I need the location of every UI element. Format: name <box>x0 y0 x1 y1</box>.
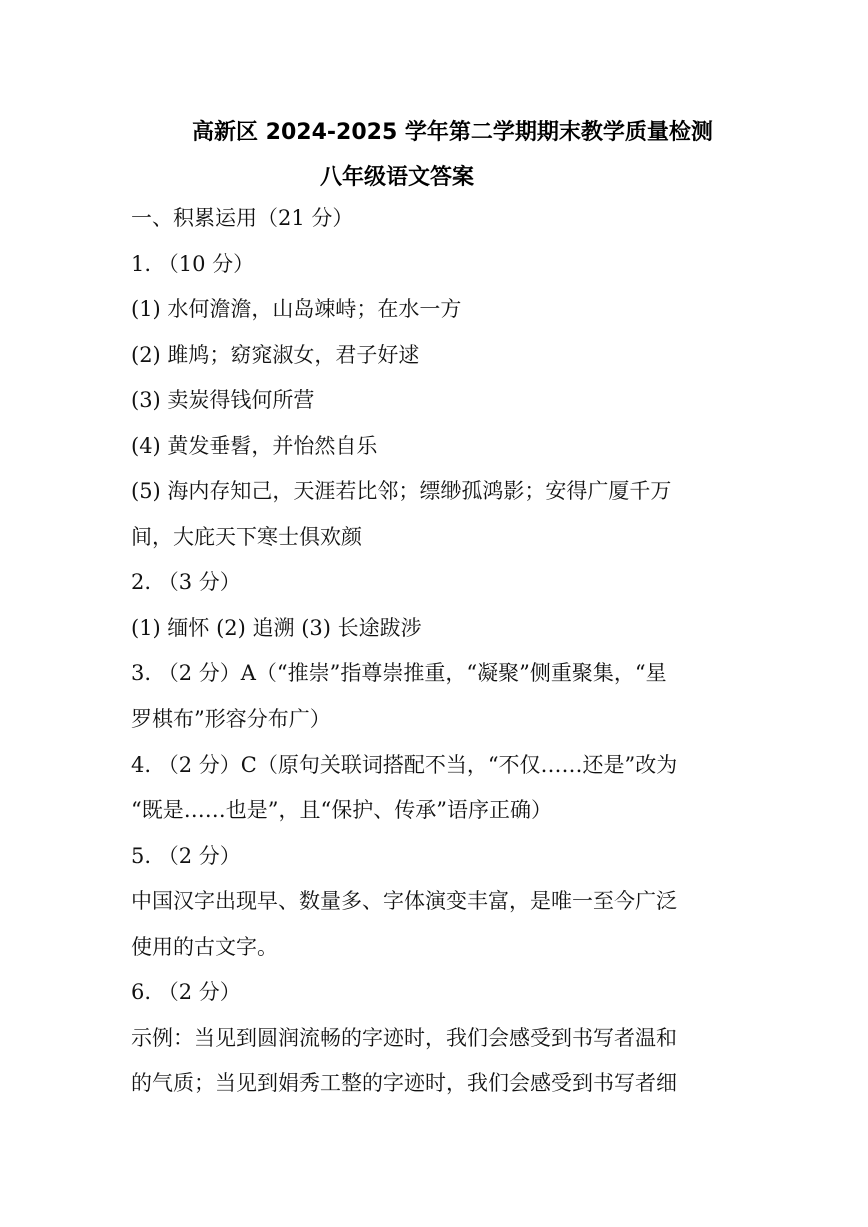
answer-4: 4. （2 分）C（原句关联词搭配不当，“不仅……还是”改为 <box>131 753 678 777</box>
answer-1-3: (3) 卖炭得钱何所营 <box>131 388 315 412</box>
answer-5-cont: 使用的古文字。 <box>131 935 278 959</box>
answer-6: 示例：当见到圆润流畅的字迹时，我们会感受到书写者温和 <box>131 1026 677 1050</box>
answer-6-cont: 的气质；当见到娟秀工整的字迹时，我们会感受到书写者细 <box>131 1071 677 1095</box>
answer-1-4: (4) 黄发垂髫，并怡然自乐 <box>131 434 378 458</box>
question-1-heading: 1. （10 分） <box>131 252 255 276</box>
answer-3: 3. （2 分）A（“推崇”指尊崇推重，“凝聚”侧重聚集，“星 <box>131 661 667 685</box>
answer-3-cont: 罗棋布”形容分布广） <box>131 707 331 731</box>
section-heading: 一、积累运用（21 分） <box>131 206 354 230</box>
answer-1-1: (1) 水何澹澹，山岛竦峙；在水一方 <box>131 297 462 321</box>
answer-2: (1) 缅怀 (2) 追溯 (3) 长途跋涉 <box>131 616 422 640</box>
document-title: 高新区 2024-2025 学年第二学期期末教学质量检测 <box>192 120 713 145</box>
document-subtitle: 八年级语文答案 <box>320 165 475 190</box>
answer-5: 中国汉字出现早、数量多、字体演变丰富，是唯一至今广泛 <box>131 889 677 913</box>
answer-1-5: (5) 海内存知己，天涯若比邻；缥缈孤鸿影；安得广厦千万 <box>131 479 672 503</box>
answer-4-cont: “既是……也是”，且“保护、传承”语序正确） <box>131 798 552 822</box>
question-5-heading: 5. （2 分） <box>131 844 241 868</box>
question-6-heading: 6. （2 分） <box>131 980 241 1004</box>
answer-1-2: (2) 雎鸠；窈窕淑女，君子好逑 <box>131 343 420 367</box>
question-2-heading: 2. （3 分） <box>131 570 241 594</box>
answer-1-5-cont: 间，大庇天下寒士俱欢颜 <box>131 525 362 549</box>
